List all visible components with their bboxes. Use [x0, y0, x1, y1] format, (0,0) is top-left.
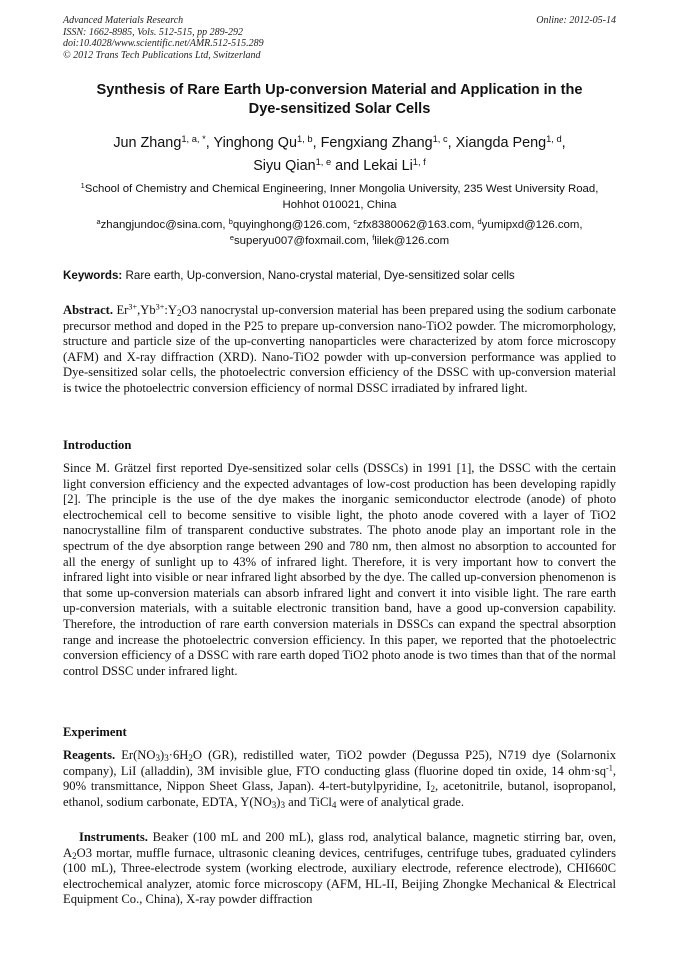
email-address: yumipxd@126.com	[481, 219, 580, 231]
introduction-body	[63, 461, 616, 679]
author-marker: 1, d	[546, 133, 562, 144]
email-marker: e	[229, 232, 234, 242]
keywords	[63, 268, 616, 283]
journal-name: Advanced Materials Research	[63, 15, 184, 26]
email-address: zfx8380062@163.com	[357, 219, 472, 231]
author-name: Jun Zhang	[113, 135, 182, 151]
paper-title	[63, 81, 616, 119]
author-name: Fengxiang Zhang	[320, 135, 433, 151]
journal-header	[63, 15, 616, 61]
author-separator: ,	[205, 135, 214, 151]
affiliation-text: School of Chemistry and Chemical Engineering, Inner Mongolia University, 235 West University Road, Hohhot 010021, China	[84, 183, 599, 211]
email-marker: c	[353, 216, 358, 226]
author-marker: 1, b	[296, 133, 313, 144]
keywords-text: Rare earth, Up-conversion, Nano-crystal material, Dye-sensitized solar cells	[125, 269, 515, 282]
online-date: Online: 2012-05-14	[536, 15, 616, 26]
email-marker: b	[228, 216, 233, 226]
email-marker: d	[477, 216, 482, 226]
author-list	[63, 132, 616, 178]
email-separator: ,	[579, 219, 583, 231]
title-line-1: Synthesis of Rare Earth Up-conversion Material and Application in the	[96, 82, 583, 98]
author-marker: 1, a, *	[181, 133, 206, 144]
affiliation-marker: 1	[80, 180, 85, 190]
email-address: superyu007@foxmail.com	[233, 234, 366, 247]
author-marker: 1, c	[432, 133, 448, 144]
email-marker: a	[96, 216, 101, 226]
author-separator: ,	[447, 135, 456, 151]
author-name: Xiangda Peng	[455, 135, 547, 151]
affiliation	[63, 181, 616, 213]
author-name: Siyu Qian	[253, 158, 316, 174]
instruments-text: Beaker (100 mL and 200 mL), glass rod, analytical balance, magnetic stirring bar, oven, $A_2O3$ mortar, muffle furnace, ultrasonic cleaning devices, centrifuges, centrifuge tubes, graduated cylinders (100 mL), Three-electrode system (working electrode, auxiliary electrode, reference electrode), CHI660C electrochemical analyzer, atomic force microscopy (AFM, HL-II, Beijing Zhongke Mechanical & Electrical Equipment Co., China), X-ray powder diffraction	[63, 830, 616, 907]
abstract-text: $Er^{3+},Yb^{3+}:Y_2O3$ nanocrystal up-conversion material has been prepared using the sodium carbonate precursor method and doped in the P25 to prepare up-conversion nano-TiO2 powder. The micromorphology, structure and particle size of the up-converting nanoparticles were characterized by atom force microscopy (AFM) and X-ray diffraction (XRD). Nano-TiO2 powder with up-conversion performance was applied to Dye-sensitized solar cells, the photoelectric conversion efficiency of the DSSC with up-conversion material is twice the photoelectric conversion efficiency of normal DSSC irradiated by infrared light.	[63, 302, 616, 395]
author-name: Yinghong Qu	[213, 135, 297, 151]
reagents-label: Reagents.	[63, 748, 116, 762]
email-separator: ,	[222, 219, 229, 231]
issn-line: ISSN: 1662-8985, Vols. 512-515, pp 289-292	[63, 26, 243, 38]
author-separator: ,	[312, 135, 321, 151]
copyright-line: © 2012 Trans Tech Publications Ltd, Switzerland	[63, 49, 261, 61]
author-name: Lekai Li	[363, 158, 413, 174]
keywords-label: Keywords:	[63, 269, 123, 282]
email-address: quyinghong@126.com	[232, 219, 347, 231]
email-marker: f	[372, 232, 375, 242]
introduction-text: Since M. Grätzel first reported Dye-sensitized solar cells (DSSCs) in 1991 [1], the DSSC with the certain light conversion efficiency and the expected advantages of low-cost production has been developing rapidly [2]. The principle is the use of the dye makes the inorganic semiconductor electrode (anode) of photo electrochemical cell to become sensitive to visible light, the photo anode covered with a layer of TiO2 nanocrystalline film of transparent conductive substrates. The photo anode play an important role in the spectrum of the dye absorption range between 290 and 780 nm, then almost no absorption to accounted for all the energy of sunlight up to 43% of infrared light. Therefore, it is very important how to convert the infrared light into visible or near infrared light absorbed by the dye. The called up-conversion phenomenon is that some up-conversion materials can absorb infrared light and convert it into visible light. The rare earth up-conversion materials, with a suitable electronic transition band, have a good up-conversion capability. Therefore, the introduction of rare earth conversion materials in DSSCs can expand the spectral absorption range and increase the photoelectric conversion efficiency. In this paper, we reported that the photoelectric conversion efficiency of a DSSC with rare earth doped TiO2 photo anode is two times than that of the normal control DSSC under infrared light.	[63, 461, 616, 678]
experiment-heading: Experiment	[63, 725, 127, 739]
email-address: zhangjundoc@sina.com	[100, 219, 223, 231]
introduction-heading: Introduction	[63, 438, 132, 452]
instruments-paragraph	[63, 830, 616, 908]
reagents-paragraph	[63, 748, 616, 810]
email-separator: ,	[347, 219, 354, 231]
email-address: lilek@126.com	[374, 234, 450, 247]
author-separator: ,	[561, 135, 566, 151]
email-separator: ,	[365, 234, 373, 247]
title-line-2: Dye-sensitized Solar Cells	[248, 101, 431, 117]
author-separator: and	[331, 158, 364, 174]
instruments-label: Instruments.	[79, 830, 148, 844]
email-separator: ,	[471, 219, 478, 231]
reagents-text: $Er(NO_3)_3\cdot 6H_2O$ (GR), redistilled water, TiO2 powder (Degussa P25), N719 dye (Solarnonix company), LiI (alladdin), 3M invisible glue, FTO conducting glass (fluorine doped tin oxide, 14 $ohm\cdot sq^{-1}$, 90% transmittance, Nippon Sheet Glass, Japan). 4-tert-butylpyridine, $I_2$, acetonitrile, butanol, isopropanol, ethanol, sodium carbonate, EDTA, $Y(NO_3)_3$ and TiCl$_4$ were of analytical grade.	[63, 748, 617, 810]
abstract	[63, 303, 616, 397]
author-marker: 1, e	[315, 156, 332, 167]
email-list	[63, 218, 616, 249]
abstract-label: Abstract.	[63, 303, 114, 317]
author-marker: 1, f	[412, 156, 426, 167]
doi-line: doi:10.4028/www.scientific.net/AMR.512-515.289	[63, 38, 264, 49]
